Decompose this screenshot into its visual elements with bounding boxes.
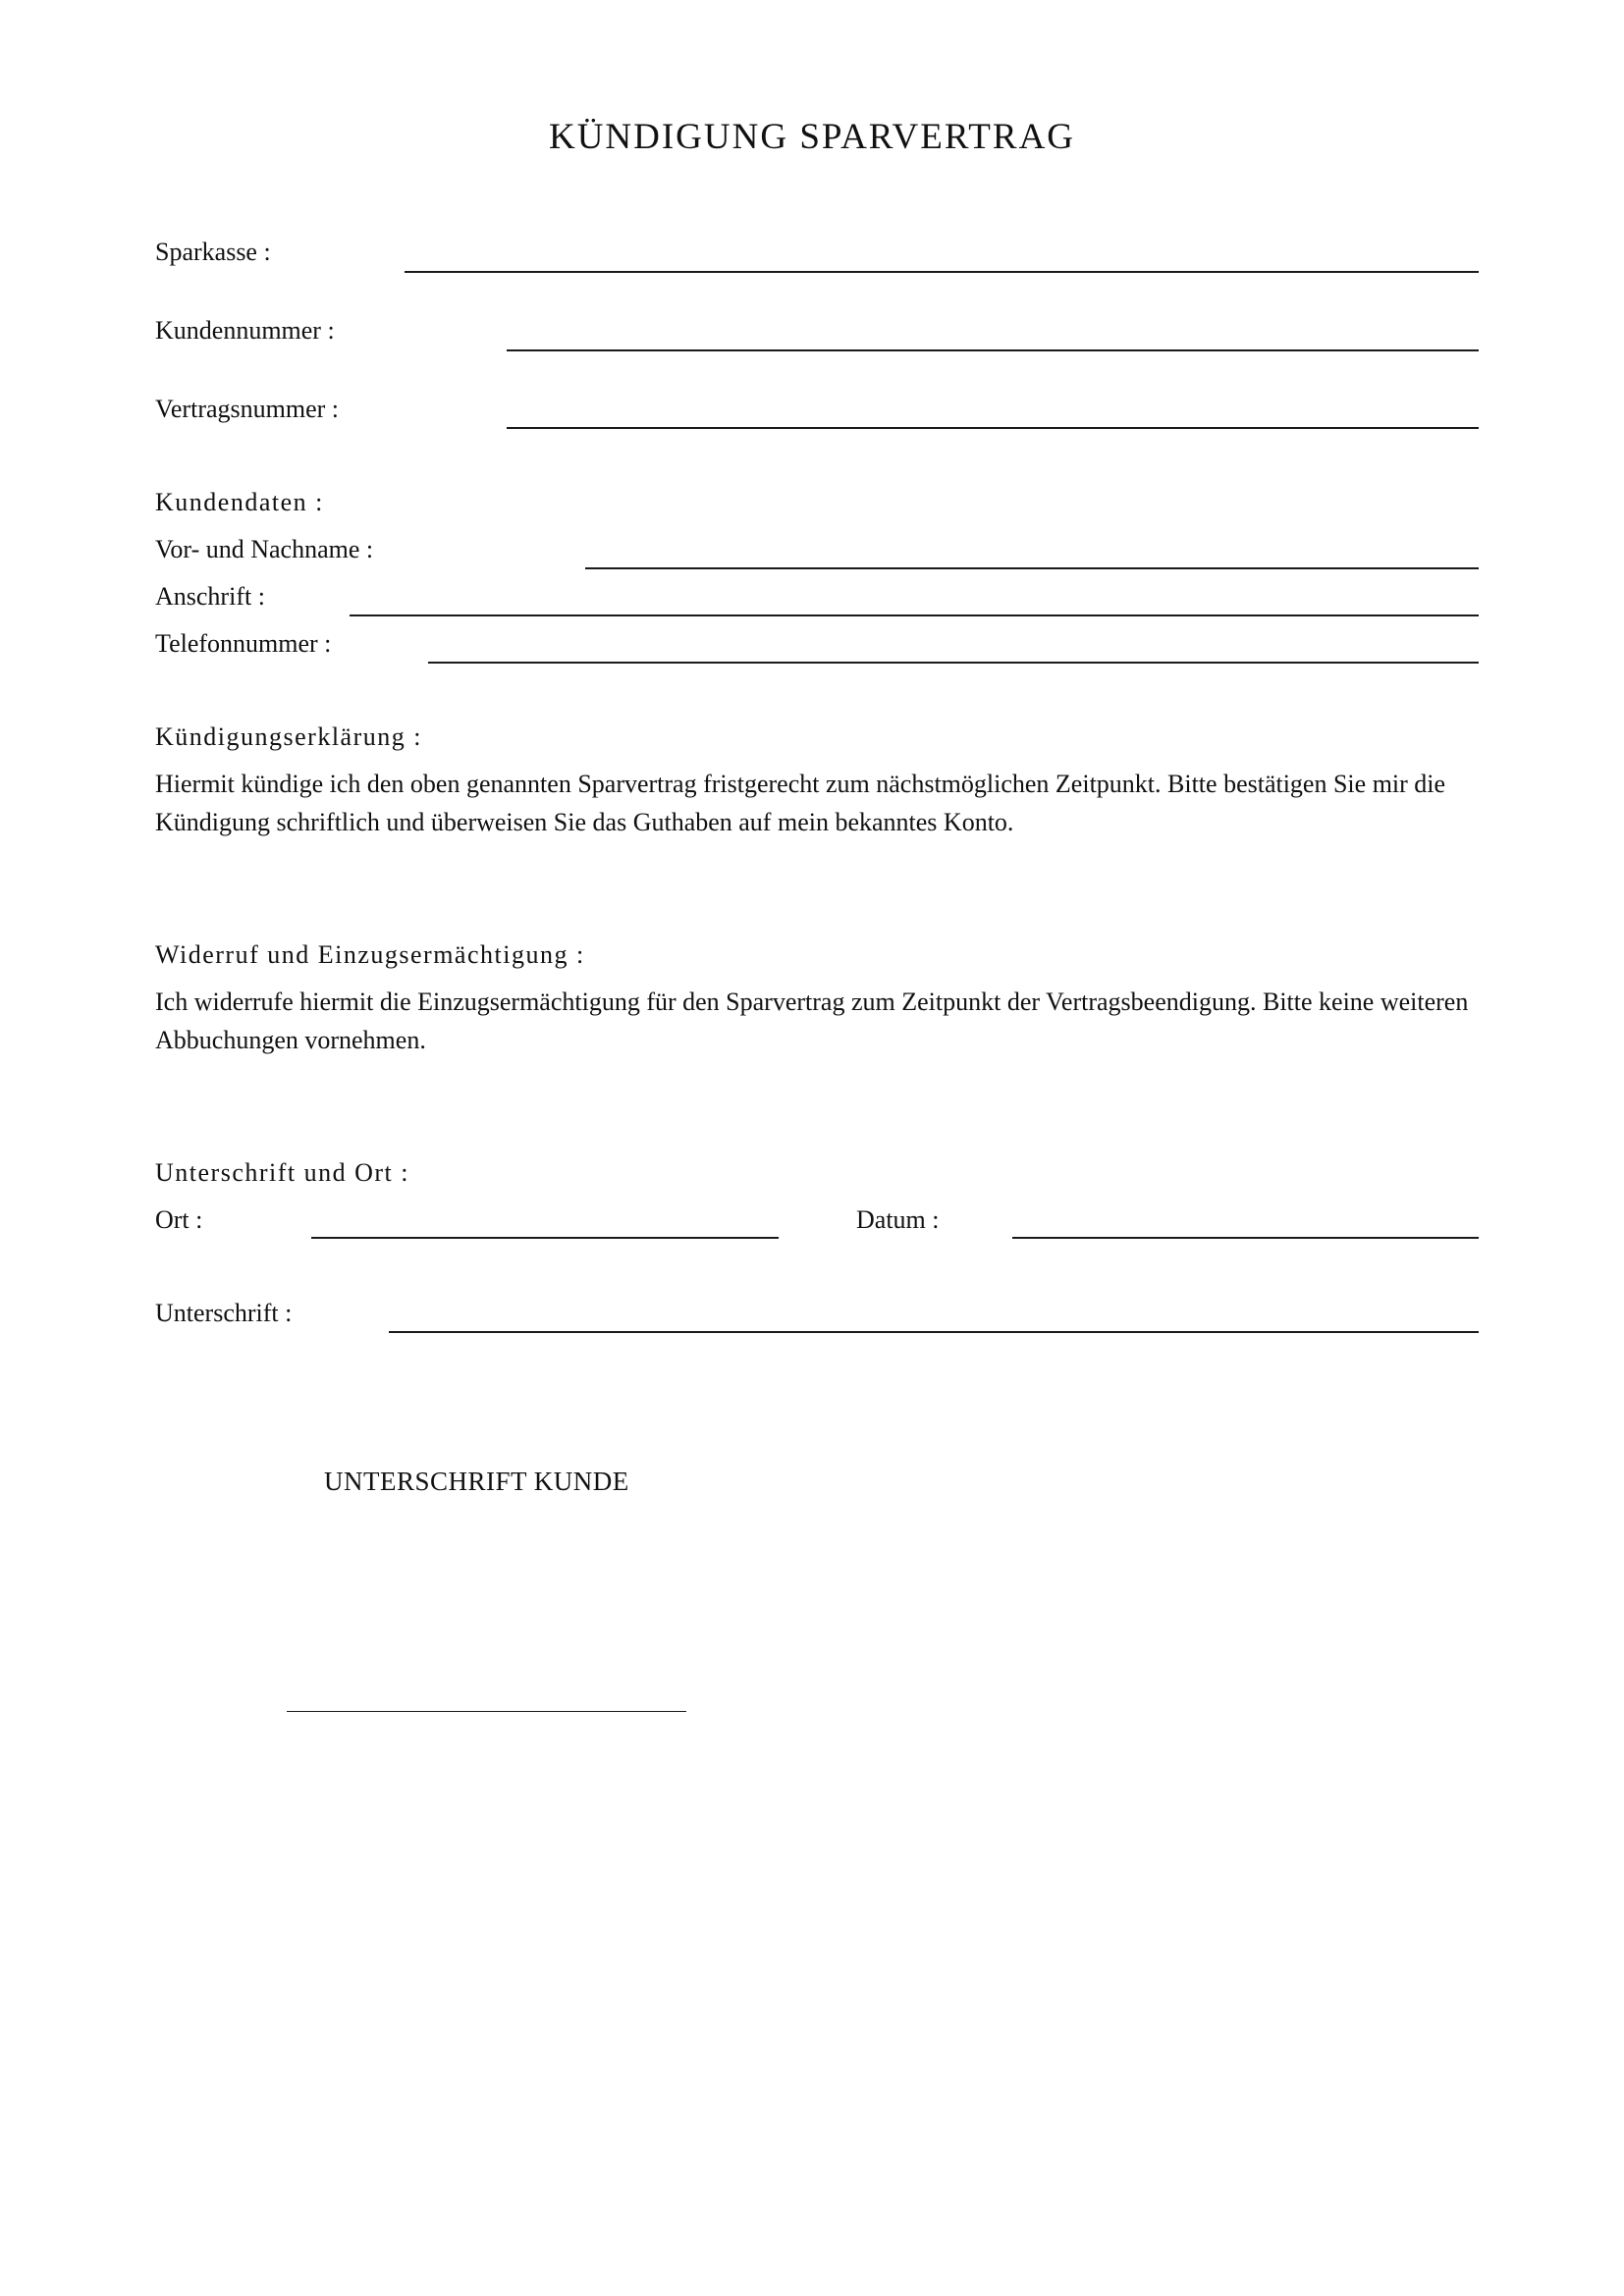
telefon-field-line[interactable] xyxy=(428,662,1479,664)
anschrift-label: Anschrift : xyxy=(155,582,265,611)
unterschrift-kunde-label: UNTERSCHRIFT KUNDE xyxy=(324,1467,629,1496)
ort-label: Ort : xyxy=(155,1205,203,1234)
kundennummer-label: Kundennummer : xyxy=(155,316,335,345)
name-label: Vor- und Nachname : xyxy=(155,535,374,563)
telefon-label: Telefonnummer : xyxy=(155,629,332,658)
anschrift-field-line[interactable] xyxy=(350,614,1479,616)
name-field-line[interactable] xyxy=(585,567,1479,569)
document-title: KÜNDIGUNG SPARVERTRAG xyxy=(548,117,1076,157)
sparkasse-label: Sparkasse : xyxy=(155,238,271,266)
datum-field-line[interactable] xyxy=(1012,1237,1479,1239)
sparkasse-field-line[interactable] xyxy=(405,271,1479,273)
kundendaten-heading: Kundendaten : xyxy=(155,488,324,516)
datum-label: Datum : xyxy=(856,1205,940,1234)
kuendigung-heading: Kündigungserklärung : xyxy=(155,722,422,751)
signature-heading: Unterschrift und Ort : xyxy=(155,1158,410,1187)
vertragsnummer-label: Vertragsnummer : xyxy=(155,395,340,423)
widerruf-heading: Widerruf und Einzugsermächtigung : xyxy=(155,940,585,969)
ort-field-line[interactable] xyxy=(311,1237,779,1239)
unterschrift-label: Unterschrift : xyxy=(155,1299,293,1327)
kuendigung-text: Hiermit kündige ich den oben genannten Sparvertrag fristgerecht zum nächstmöglichen Zeitpunkt. Bitte bestätigen Sie mir die Kündigung schriftlich und überweisen Sie das Guthaben auf mein bekanntes Konto. xyxy=(155,770,1446,836)
widerruf-text: Ich widerrufe hiermit die Einzugsermächtigung für den Sparvertrag zum Zeitpunkt der Vertragsbeendigung. Bitte keine weiteren Abbuchungen vornehmen. xyxy=(155,988,1469,1054)
kundennummer-field-line[interactable] xyxy=(507,349,1479,351)
unterschrift-field-line[interactable] xyxy=(389,1331,1479,1333)
vertragsnummer-field-line[interactable] xyxy=(507,427,1479,429)
kunde-signature-line[interactable] xyxy=(287,1711,686,1712)
